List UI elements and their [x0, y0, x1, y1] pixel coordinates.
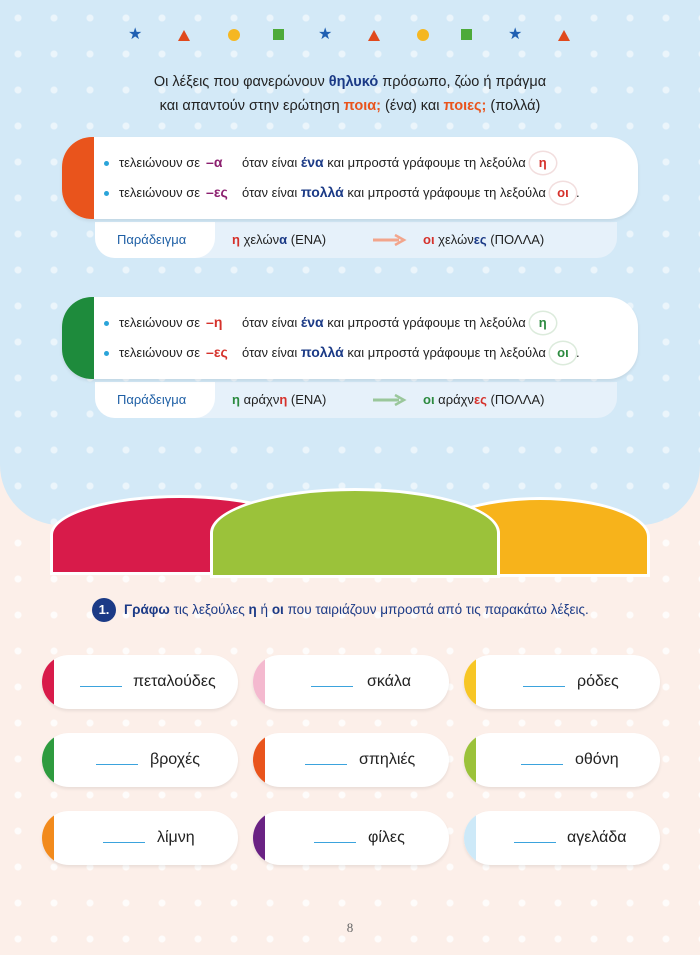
rule-box-1 — [62, 137, 638, 219]
rule-text: τελειώνουν σε — [119, 155, 201, 170]
intro-text-part: (πολλά) — [486, 98, 541, 114]
rule-text: όταν είναι — [242, 185, 298, 200]
bullet-icon — [104, 161, 109, 166]
bullet-icon — [104, 351, 109, 356]
intro-question-which-one: ποια; — [343, 98, 381, 114]
word-card — [464, 811, 660, 865]
intro-question-which-many: ποιες; — [443, 98, 487, 114]
triangle-icon — [558, 30, 570, 41]
rule-article-badge: οι — [550, 342, 576, 364]
word-text: σκάλα — [367, 673, 411, 690]
task-article-1: η — [248, 602, 257, 617]
word-card — [253, 655, 449, 709]
answer-blank[interactable] — [521, 764, 563, 765]
word-card-color-strip — [42, 733, 54, 787]
word-ending: ες — [473, 392, 487, 407]
rule-text: τελειώνουν σε — [119, 315, 201, 330]
star-icon: ★ — [508, 26, 523, 43]
task-instruction — [92, 598, 632, 622]
task-text: που ταιριάζουν μπροστά από τις παρακάτω λέξεις. — [283, 602, 589, 617]
word-card — [42, 811, 238, 865]
rule-text: και μπροστά γράφουμε τη λεξούλα — [347, 185, 546, 200]
rule-text: και μπροστά γράφουμε τη λεξούλα — [347, 345, 546, 360]
intro-text-part: και απαντούν στην ερώτηση — [159, 98, 344, 114]
word-stem: χελών — [434, 232, 474, 247]
word-card — [42, 655, 238, 709]
article-plural: οι — [423, 392, 435, 407]
word-text: βροχές — [150, 751, 201, 768]
rule-count-word: πολλά — [300, 184, 344, 200]
page-number: 8 — [346, 920, 354, 935]
word-card — [464, 733, 660, 787]
word-card-color-strip — [464, 655, 476, 709]
rule-count-word: ένα — [300, 154, 324, 170]
answer-blank[interactable] — [103, 842, 145, 843]
intro-line-2 — [100, 94, 600, 118]
example-plural — [423, 222, 544, 258]
task-verb: Γράφω — [124, 602, 170, 617]
rule-count-word: ένα — [300, 314, 324, 330]
arrow-right-icon — [373, 394, 407, 406]
word-card-color-strip — [253, 811, 265, 865]
example-strip-2 — [95, 382, 617, 418]
rule-text: τελειώνουν σε — [119, 185, 201, 200]
number-note: (ΠΟΛΛΑ) — [486, 392, 545, 407]
rule-box-color-tab — [62, 297, 94, 379]
word-stem: αράχν — [434, 392, 474, 407]
word-card-color-strip — [253, 733, 265, 787]
word-card — [42, 733, 238, 787]
rule-line — [104, 181, 580, 203]
rule-line — [104, 311, 556, 333]
word-stem: χελών — [239, 232, 280, 247]
rule-box-color-tab — [62, 137, 94, 219]
triangle-icon — [368, 30, 380, 41]
example-strip-1 — [95, 222, 617, 258]
intro-line-1 — [100, 70, 600, 94]
article-singular: η — [232, 392, 240, 407]
rule-article-badge: η — [530, 312, 556, 334]
example-singular — [232, 382, 326, 418]
rule-text: όταν είναι — [242, 315, 298, 330]
star-icon: ★ — [318, 26, 333, 43]
task-article-2: οι — [271, 602, 284, 617]
rule-suffix: –ες — [206, 184, 228, 200]
word-card-color-strip — [253, 655, 265, 709]
number-note: (ΠΟΛΛΑ) — [486, 232, 545, 247]
word-card — [253, 811, 449, 865]
intro-text-part: (ένα) και — [381, 98, 444, 114]
square-icon — [461, 29, 472, 40]
task-text: ή — [256, 602, 272, 617]
rule-box-2 — [62, 297, 638, 379]
circle-icon — [417, 29, 429, 41]
word-stem: αράχν — [239, 392, 280, 407]
word-card-color-strip — [464, 811, 476, 865]
arrow-right-icon — [373, 234, 407, 246]
rule-end: . — [575, 185, 580, 200]
word-ending: α — [279, 232, 288, 247]
word-text: πεταλούδες — [133, 673, 216, 690]
number-note: (ΕΝΑ) — [287, 392, 327, 407]
task-number-badge: 1. — [92, 598, 116, 622]
word-card-color-strip — [464, 733, 476, 787]
answer-blank[interactable] — [80, 686, 122, 687]
word-card-color-strip — [42, 655, 54, 709]
rule-text: όταν είναι — [242, 155, 298, 170]
rule-article-badge: οι — [550, 182, 576, 204]
circle-icon — [228, 29, 240, 41]
answer-blank[interactable] — [314, 842, 356, 843]
word-ending: ες — [473, 232, 487, 247]
rule-count-word: πολλά — [300, 344, 344, 360]
answer-blank[interactable] — [305, 764, 347, 765]
decorative-shapes-row — [128, 28, 578, 44]
square-icon — [273, 29, 284, 40]
intro-keyword-feminine: θηλυκό — [328, 74, 379, 90]
rule-text: όταν είναι — [242, 345, 298, 360]
rule-line — [104, 151, 556, 173]
example-label: Παράδειγμα — [95, 382, 215, 418]
example-singular — [232, 222, 326, 258]
rule-end: . — [575, 345, 580, 360]
task-text: τις λεξούλες — [169, 602, 249, 617]
article-singular: η — [232, 232, 240, 247]
word-text: σπηλιές — [359, 751, 416, 768]
rule-suffix: –α — [206, 154, 223, 170]
rule-suffix: –ες — [206, 344, 228, 360]
article-plural: οι — [423, 232, 435, 247]
example-label: Παράδειγμα — [95, 222, 215, 258]
intro-text — [100, 70, 600, 118]
number-note: (ΕΝΑ) — [287, 232, 327, 247]
word-card — [253, 733, 449, 787]
rule-text: τελειώνουν σε — [119, 345, 201, 360]
answer-blank[interactable] — [311, 686, 353, 687]
rule-text: και μπροστά γράφουμε τη λεξούλα — [327, 315, 526, 330]
rule-suffix: –η — [206, 314, 223, 330]
word-text: φίλες — [368, 829, 405, 846]
rule-line — [104, 341, 580, 363]
answer-blank[interactable] — [523, 686, 565, 687]
word-card — [464, 655, 660, 709]
bullet-icon — [104, 191, 109, 196]
answer-blank[interactable] — [96, 764, 138, 765]
word-text: ρόδες — [577, 673, 619, 690]
word-text: αγελάδα — [567, 829, 627, 846]
intro-text-part: Οι λέξεις που φανερώνουν — [153, 74, 329, 90]
rule-article-badge: η — [530, 152, 556, 174]
word-card-color-strip — [42, 811, 54, 865]
green-hill-decoration — [210, 488, 500, 578]
triangle-icon — [178, 30, 190, 41]
star-icon: ★ — [128, 26, 143, 43]
word-text: λίμνη — [157, 829, 195, 846]
intro-text-part: πρόσωπο, ζώο ή πράγμα — [378, 74, 547, 90]
word-ending: η — [279, 392, 288, 407]
example-plural — [423, 382, 544, 418]
answer-blank[interactable] — [514, 842, 556, 843]
word-text: οθόνη — [575, 751, 619, 768]
bullet-icon — [104, 321, 109, 326]
rule-text: και μπροστά γράφουμε τη λεξούλα — [327, 155, 526, 170]
